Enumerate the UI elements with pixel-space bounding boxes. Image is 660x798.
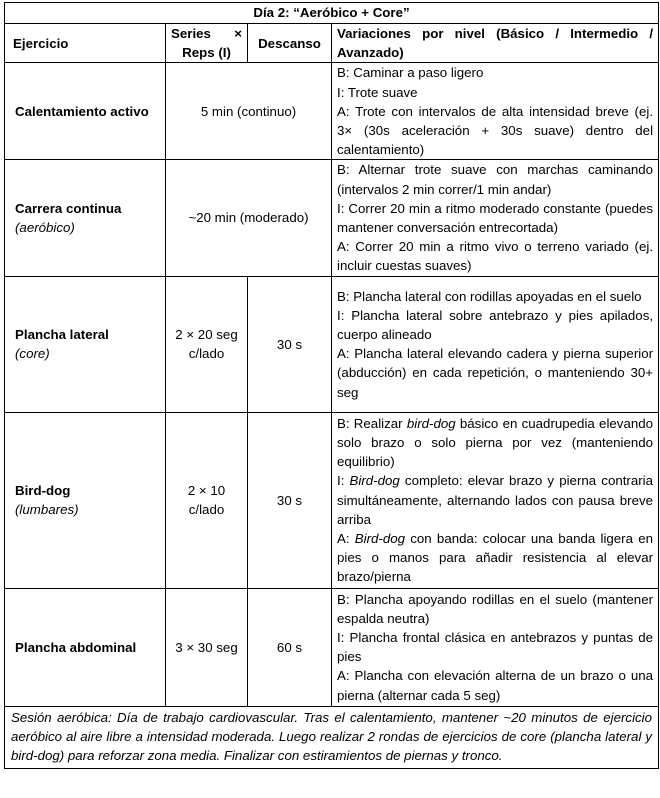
table-row xyxy=(5,160,659,276)
series-cell: 3 × 30 seg xyxy=(166,588,248,706)
variation-intermediate: I: Plancha lateral sobre antebrazo y pies apilados, cuerpo alineado xyxy=(337,307,654,342)
exercise-subtitle: (core) xyxy=(15,346,50,362)
table-row xyxy=(5,276,659,412)
table-row xyxy=(5,412,659,588)
rest-cell: 30 s xyxy=(248,276,332,412)
exercise-subtitle: (aeróbico) xyxy=(15,220,75,236)
variation-basic: B: Alternar trote suave con marchas caminando (intervalos 2 min correr/1 min andar) xyxy=(337,162,654,197)
series-rest-cell: ~20 min (moderado) xyxy=(166,160,332,276)
variation-basic: B: Plancha lateral con rodillas apoyadas en el suelo xyxy=(337,288,642,304)
exercise-cell xyxy=(5,412,166,588)
exercise-name: Plancha lateral xyxy=(15,326,109,342)
variation-advanced: A: Trote con intervalos de alta intensidad breve (ej. 3× (30s aceleración + 30s suave) dentro del calentamiento) xyxy=(337,103,654,158)
variation-intermediate: I: Bird-dog completo: elevar brazo y pierna contraria simultáneamente, alternando lados con pausa breve arriba xyxy=(337,473,654,527)
exercise-name: Calentamiento activo xyxy=(15,103,149,119)
variation-basic: B: Caminar a paso ligero xyxy=(337,65,484,81)
header-row xyxy=(5,24,659,63)
variations-cell xyxy=(332,412,659,588)
variation-advanced: A: Bird-dog con banda: colocar una banda ligera en pies o manos para añadir resistencia al elevar brazo/pierna xyxy=(337,530,654,585)
variations-cell xyxy=(332,276,659,412)
variation-basic: B: Realizar bird-dog básico en cuadrupedia elevando solo brazo o solo pierna por vez (manteniendo equilibrio) xyxy=(337,415,654,470)
variation-advanced: A: Plancha con elevación alterna de un brazo o una pierna (alternar cada 5 seg) xyxy=(337,668,654,703)
series-cell: 2 × 20 seg c/lado xyxy=(166,276,248,412)
exercise-name: Bird-dog xyxy=(15,482,71,498)
variation-intermediate: I: Correr 20 min a ritmo moderado constante (puedes mantener conversación entrecortada) xyxy=(337,200,654,236)
table-row xyxy=(5,588,659,706)
variations-cell xyxy=(332,63,659,160)
session-note: Sesión aeróbica: Día de trabajo cardiovascular. Tras el calentamiento, mantener ~20 minutos de ejercicio aeróbico al aire libre a intensidad moderada. Luego realizar 2 rondas de ejercicios de core (plancha lateral y bird-dog) para reforzar zona media. Finalizar con estiramientos de piernas y tronco. xyxy=(5,706,659,769)
exercise-subtitle: (lumbares) xyxy=(15,502,79,518)
variation-advanced: A: Correr 20 min a ritmo vivo o terreno variado (ej. incluir cuestas suaves) xyxy=(337,239,654,274)
rest-cell: 30 s xyxy=(248,412,332,588)
variation-advanced: A: Plancha lateral elevando cadera y pierna superior (abducción) en cada repetición, o manteniendo 30+ seg xyxy=(337,346,654,400)
workout-table xyxy=(4,2,659,769)
variation-intermediate: I: Trote suave xyxy=(337,84,418,100)
variations-cell xyxy=(332,160,659,276)
exercise-cell xyxy=(5,588,166,706)
variation-basic: B: Plancha apoyando rodillas en el suelo (mantener espalda neutra) xyxy=(337,591,654,626)
header-rest: Descanso xyxy=(248,24,332,63)
exercise-cell xyxy=(5,63,166,160)
exercise-name: Carrera continua xyxy=(15,200,122,216)
exercise-name: Plancha abdominal xyxy=(15,639,137,655)
header-variations: Variaciones por nivel (Básico / Intermedio / Avanzado) xyxy=(332,24,659,63)
series-rest-cell: 5 min (continuo) xyxy=(166,63,332,160)
exercise-cell xyxy=(5,276,166,412)
variations-cell xyxy=(332,588,659,706)
header-series: Series × Reps (I) xyxy=(166,24,248,63)
series-cell: 2 × 10 c/lado xyxy=(166,412,248,588)
exercise-cell xyxy=(5,160,166,276)
table-row xyxy=(5,63,659,160)
header-exercise: Ejercicio xyxy=(5,24,166,63)
table-title: Día 2: “Aeróbico + Core” xyxy=(5,3,659,24)
rest-cell: 60 s xyxy=(248,588,332,706)
variation-intermediate: I: Plancha frontal clásica en antebrazos y puntas de pies xyxy=(337,629,654,665)
